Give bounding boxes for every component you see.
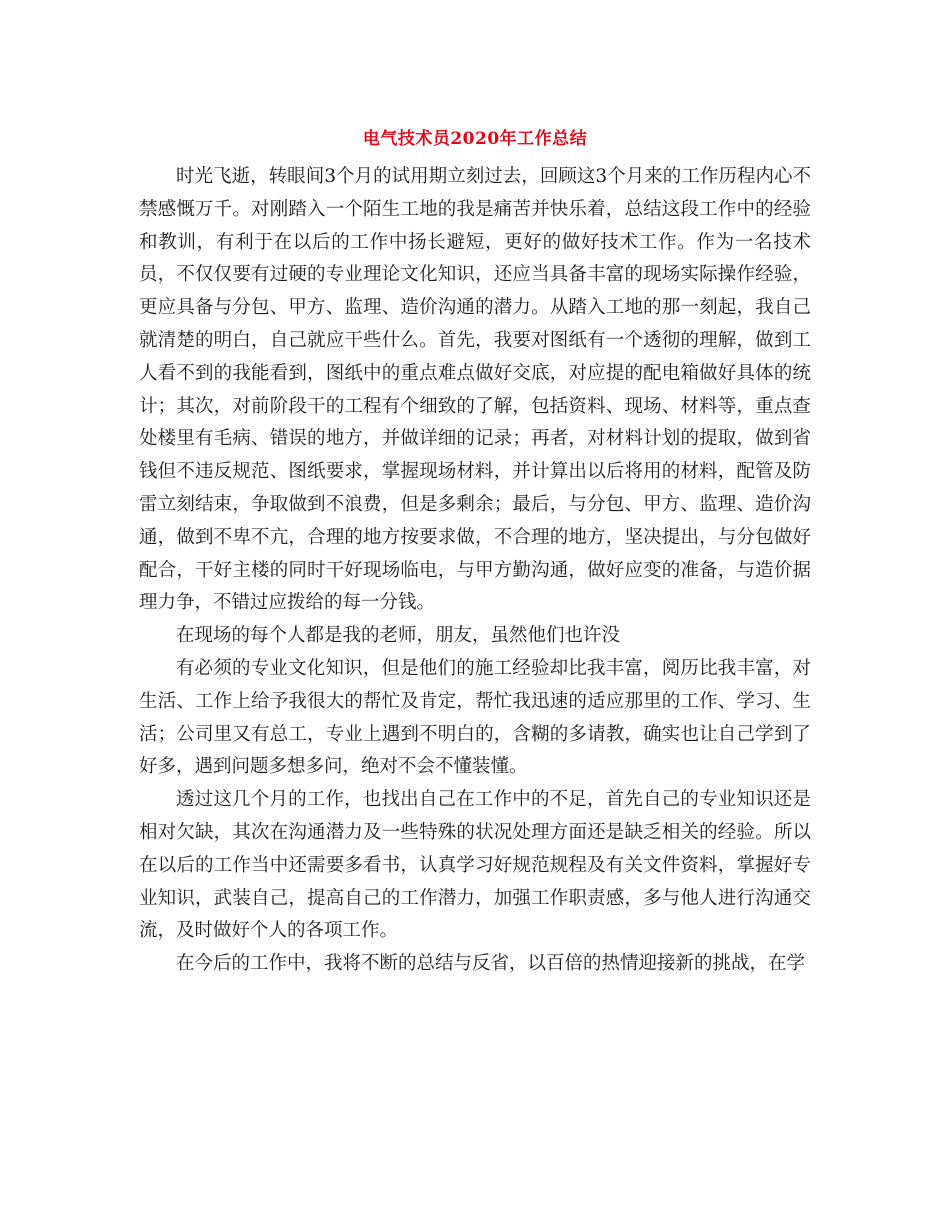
paragraph: 时光飞逝，转眼间3个月的试用期立刻过去，回顾这3个月来的工作历程内心不禁感慨万千。对刚踏入一个陌生工地的我是痛苦并快乐着，总结这段工作中的经验和教训，有利于在以后的工作中扬长避短，更好的做好技术工作。作为一名技术员，不仅仅要有过硬的专业理论文化知识，还应当具备丰富的现场实际操作经验，更应具备与分包、甲方、监理、造价沟通的潜力。从踏入工地的那一刻起，我自己就清楚的明白，自己就应干些什么。首先，我要对图纸有一个透彻的理解，做到工人看不到的我能看到，图纸中的重点难点做好交底，对应提的配电箱做好具体的统计；其次，对前阶段干的工程有个细致的了解，包括资料、现场、材料等，重点查处楼里有毛病、错误的地方，并做详细的记录；再者，对材料计划的提取，做到省钱但不违反规范、图纸要求，掌握现场材料，并计算出以后将用的材料，配管及防雷立刻结束，争取做到不浪费，但是多剩余；最后，与分包、甲方、监理、造价沟通，做到不卑不亢，合理的地方按要求做，不合理的地方，坚决提出，与分包做好配合，干好主楼的同时干好现场临电，与甲方勤沟通，做好应变的准备，与造价据理力争，不错过应拨给的每一分钱。 bbox=[139, 166, 811, 614]
document-body bbox=[139, 161, 811, 981]
paragraph: 在今后的工作中，我将不断的总结与反省，以百倍的热情迎接新的挑战，在学 bbox=[176, 953, 806, 975]
paragraph: 有必须的专业文化知识，但是他们的施工经验却比我丰富，阅历比我丰富，对生活、工作上给予我很大的帮忙及肯定，帮忙我迅速的适应那里的工作、学习、生活；公司里又有总工，专业上遇到不明白的，含糊的多请教，确实也让自己学到了好多，遇到问题多想多问，绝对不会不懂装懂。 bbox=[139, 657, 811, 778]
paragraph: 在现场的每个人都是我的老师，朋友，虽然他们也许没 bbox=[176, 625, 621, 647]
paragraph: 透过这几个月的工作，也找出自己在工作中的不足，首先自己的专业知识还是相对欠缺，其次在沟通潜力及一些特殊的状况处理方面还是缺乏相关的经验。所以在以后的工作当中还需要多看书，认真学习好规范规程及有关文件资料，掌握好专业知识，武装自己，提高自己的工作潜力，加强工作职责感，多与他人进行沟通交流，及时做好个人的各项工作。 bbox=[139, 789, 811, 942]
document-title: 电气技术员2020年工作总结 bbox=[362, 129, 588, 149]
